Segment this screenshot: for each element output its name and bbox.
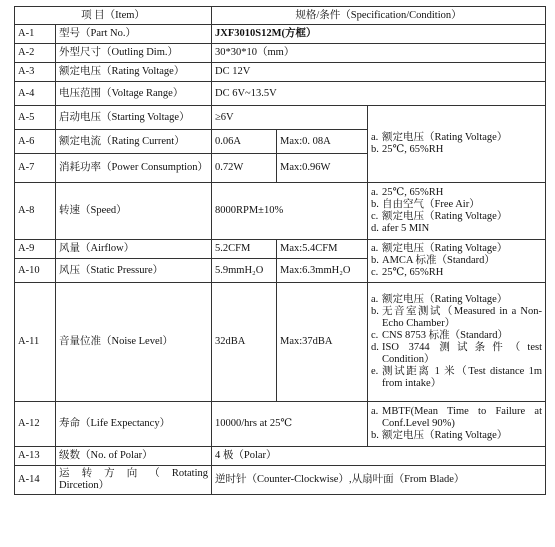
note-item: b. AMCA 标准（Standard） [371, 255, 495, 266]
row-id: A-1 [15, 25, 56, 44]
row-max: Max:0. 08A [277, 130, 368, 154]
row-item: 级数（No. of Polar） [56, 447, 212, 466]
row-typ: 0.72W [212, 154, 277, 183]
row-max: Max:6.3mmH₂O [277, 259, 368, 283]
note-item: b. 25℃, 65%RH [371, 144, 444, 155]
note-item: c. 额定电压（Rating Voltage） [371, 211, 508, 222]
row-value: 30*30*10（mm） [212, 44, 546, 63]
row-item: 转速（Speed） [56, 183, 212, 240]
row-item: 启动电压（Starting Voltage） [56, 106, 212, 130]
row-id: A-13 [15, 447, 56, 466]
row-item: 风压（Static Pressure） [56, 259, 212, 283]
row-id: A-9 [15, 240, 56, 259]
note-item: d. ISO 3744 测试条件（test Condition） [371, 342, 542, 365]
note-item: c. CNS 8753 标准（Standard） [371, 330, 508, 341]
note-item: a. 额定电压（Rating Voltage） [371, 294, 508, 305]
table-row [15, 106, 546, 130]
table-row [15, 82, 546, 106]
note-item: a. 25℃, 65%RH [371, 187, 444, 198]
notes-cell [368, 283, 546, 402]
row-id: A-7 [15, 154, 56, 183]
note-item: b. 自由空气（Free Air） [371, 199, 480, 210]
table-row [15, 63, 546, 82]
row-id: A-3 [15, 63, 56, 82]
row-value: 逆时针（Counter-Clockwise）,从扇叶面（From Blade） [212, 466, 546, 495]
row-id: A-5 [15, 106, 56, 130]
row-item: 电压范围（Voltage Range） [56, 82, 212, 106]
note-item: a. 额定电压（Rating Voltage） [371, 132, 508, 143]
row-value: DC 12V [212, 63, 546, 82]
table-row [15, 240, 546, 259]
row-value: ≥6V [212, 106, 368, 130]
note-item: a. 额定电压（Rating Voltage） [371, 243, 508, 254]
notes-cell [368, 402, 546, 447]
row-item: 额定电流（Rating Current） [56, 130, 212, 154]
row-typ: 0.06A [212, 130, 277, 154]
note-item: b. 额定电压（Rating Voltage） [371, 430, 508, 441]
table-row [15, 283, 546, 402]
table-row [15, 466, 546, 495]
notes-list [371, 187, 542, 235]
row-typ: 5.2CFM [212, 240, 277, 259]
row-item: 额定电压（Rating Voltage） [56, 63, 212, 82]
table-row [15, 402, 546, 447]
spec-table [14, 6, 546, 495]
notes-cell [368, 183, 546, 240]
notes-list [371, 132, 542, 156]
row-id: A-6 [15, 130, 56, 154]
row-value: DC 6V~13.5V [212, 82, 546, 106]
notes-list [371, 406, 542, 442]
row-id: A-14 [15, 466, 56, 495]
row-item: 型号（Part No.） [56, 25, 212, 44]
row-typ: 32dBA [212, 283, 277, 402]
row-item: 寿命（Life Expectancy） [56, 402, 212, 447]
row-item: 外型尺寸（Outling Dim.） [56, 44, 212, 63]
row-max: Max:37dBA [277, 283, 368, 402]
table-row [15, 25, 546, 44]
row-item: 消耗功率（Power Consumption） [56, 154, 212, 183]
note-item: c. 25℃, 65%RH [371, 267, 444, 278]
row-value: 10000/hrs at 25℃ [212, 402, 368, 447]
row-value: 4 极（Polar） [212, 447, 546, 466]
row-value: 8000RPM±10% [212, 183, 368, 240]
table-row [15, 447, 546, 466]
row-id: A-12 [15, 402, 56, 447]
header-item: 项 目（Item） [15, 7, 212, 25]
header-spec: 规格/条件（Specification/Condition） [212, 7, 546, 25]
note-item: d. afer 5 MIN [371, 223, 430, 234]
table-row [15, 183, 546, 240]
note-item: e. 测试距离 1 米（Test distance 1m from intake） [371, 366, 542, 389]
table-row [15, 44, 546, 63]
notes-list [371, 294, 542, 390]
row-id: A-10 [15, 259, 56, 283]
note-item: a. MBTF(Mean Time to Failure at Conf.Level 90%) [371, 406, 542, 429]
note-item: b. 无音室测试（Measured in a Non-Echo Chamber） [371, 306, 542, 329]
row-max: Max:0.96W [277, 154, 368, 183]
row-id: A-2 [15, 44, 56, 63]
row-typ: 5.9mmH₂O [212, 259, 277, 283]
row-item: 运 转 方 向 （ Rotating Dircetion） [56, 466, 212, 495]
row-id: A-11 [15, 283, 56, 402]
row-item: 风量（Airflow） [56, 240, 212, 259]
notes-cell [368, 106, 546, 183]
row-max: Max:5.4CFM [277, 240, 368, 259]
row-id: A-8 [15, 183, 56, 240]
row-item: 音量位准（Noise Level） [56, 283, 212, 402]
notes-cell [368, 240, 546, 283]
notes-list [371, 243, 542, 279]
part-number: JXF3010S12M(方框） [212, 25, 546, 44]
row-id: A-4 [15, 82, 56, 106]
header-row [15, 7, 546, 25]
